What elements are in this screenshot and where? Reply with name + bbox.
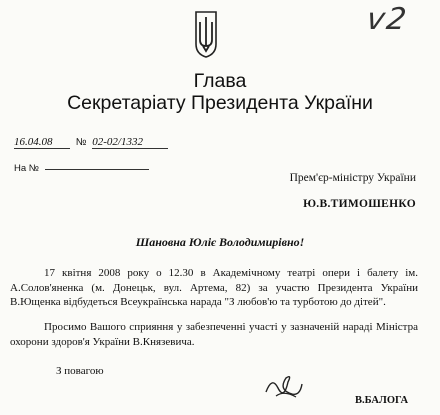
document-title-line1: Глава	[193, 70, 247, 92]
salutation: Шановна Юліє Володимирівно!	[135, 235, 305, 249]
registration-date: 16.04.08	[14, 136, 70, 149]
reply-reference	[14, 163, 149, 174]
registration-number-label: №	[75, 137, 87, 148]
handwritten-signature	[262, 370, 306, 400]
reply-reference-label: На №	[14, 163, 39, 174]
addressee-position: Прем'єр-міністру України	[289, 172, 416, 184]
registration-line	[14, 136, 168, 149]
paragraph-2: Просимо Вашого сприяння у забезпеченні участі у зазначеній нараді Міністра охорони здоров'я України В.Князевича.	[10, 321, 418, 348]
registration-number: 02-02/1332	[92, 136, 168, 149]
addressee-name: Ю.В.ТИМОШЕНКО	[303, 198, 416, 210]
closing-regards: З повагою	[56, 365, 104, 377]
paragraph-1: 17 квітня 2008 року о 12.30 в Академічному театрі опери і балету ім. А.Солов'яненка (м. Донецьк, вул. Артема, 82) за участю Президента України В.Ющенка відбудеться Всеукраїнська нарада "З любов'ю та турботою до дітей".	[10, 267, 418, 308]
handwritten-note: v2	[364, 2, 411, 37]
reply-reference-line	[45, 169, 149, 170]
document-title-line2: Секретаріату Президента України	[67, 92, 373, 114]
signer-name: В.БАЛОГА	[355, 395, 409, 406]
trident-coat-of-arms-icon	[193, 10, 219, 58]
